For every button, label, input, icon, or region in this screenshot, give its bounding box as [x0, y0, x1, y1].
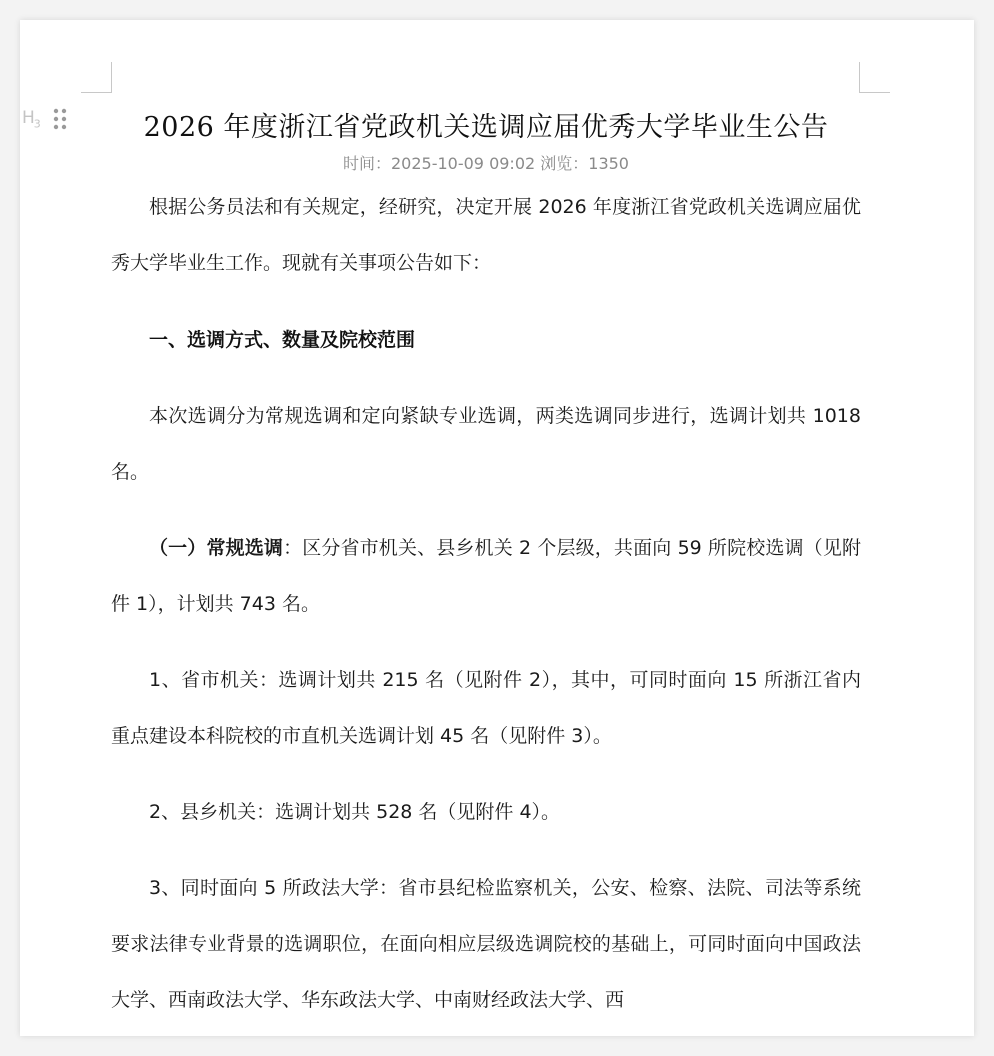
heading-level-marker[interactable] [22, 108, 40, 130]
intro-paragraph[interactable]: 根据公务员法和有关规定，经研究，决定开展 2026 年度浙江省党政机关选调应届优秀大学毕业生工作。现就有关事项公告如下： [111, 196, 861, 274]
regular-selection-text: ：区分省市机关、县乡机关 2 个层级，共面向 59 所院校选调（见附件 1），计划共 743 名。 [111, 537, 861, 615]
regular-selection-paragraph[interactable] [111, 520, 861, 632]
page-corner-mark-top-left [81, 62, 112, 93]
item-paragraph-3[interactable]: 3、同时面向 5 所政法大学：省市县纪检监察机关，公安、检察、法院、司法等系统要求法律专业背景的选调职位，在面向相应层级选调院校的基础上，可同时面向中国政法大学、西南政法大学、华东政法大学、中南财经政法大学、西 [111, 877, 861, 1011]
heading-marker-letter: H [22, 108, 34, 128]
document-meta: 时间：2025-10-09 09:02 浏览：1350 [343, 154, 629, 173]
drag-handle-icon[interactable] [53, 108, 67, 130]
heading-marker-level: 3 [33, 117, 40, 131]
document-page [20, 20, 974, 1036]
section-heading[interactable]: 一、选调方式、数量及院校范围 [149, 329, 416, 351]
document-title[interactable]: 2026 年度浙江省党政机关选调应届优秀大学毕业生公告 [143, 112, 829, 143]
page-corner-mark-top-right [859, 62, 890, 93]
document-content[interactable] [111, 108, 861, 1028]
item-paragraph-2[interactable]: 2、县乡机关：选调计划共 528 名（见附件 4）。 [149, 801, 561, 823]
section-paragraph[interactable]: 本次选调分为常规选调和定向紧缺专业选调，两类选调同步进行，选调计划共 1018 名。 [111, 405, 861, 483]
item-paragraph-1[interactable]: 1、省市机关：选调计划共 215 名（见附件 2），其中，可同时面向 15 所浙江省内重点建设本科院校的市直机关选调计划 45 名（见附件 3）。 [111, 669, 861, 747]
regular-selection-label: （一）常规选调 [149, 537, 284, 559]
